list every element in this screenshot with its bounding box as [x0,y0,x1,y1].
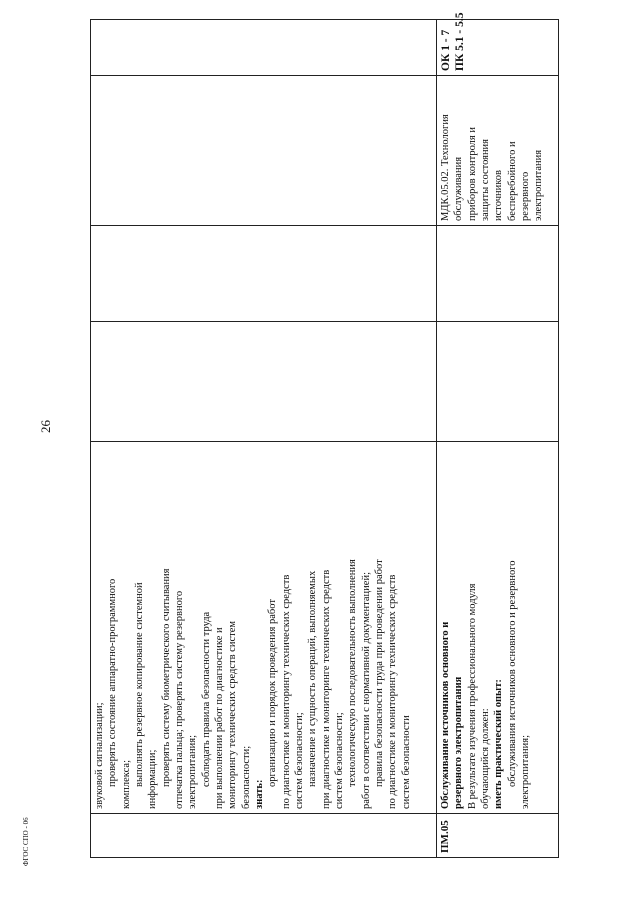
text-line: обслуживания источников основного и резервного [506,560,518,787]
text-line: резервного электропитания [453,676,465,809]
text-line: информации; [147,749,159,809]
text-line: звуковой сигнализации; [94,702,105,809]
text-line: мониторингу технических средств систем [227,620,239,809]
mdk-cell [91,76,437,226]
text-line: организацию и порядок проведения работ [267,599,279,787]
text-line: при диагностике и мониторинге технических средств [320,569,332,809]
text-line: электропитания; [187,735,199,809]
text-line: иметь практический опыт: [493,679,505,809]
text-line: выполнять резервное копирование системной [133,582,145,787]
footer-label: ФГОС СПО - 06 [22,817,30,866]
text-line: защиты состояния [479,138,491,221]
text-line: систем безопасности [400,715,412,809]
code-cell [91,814,437,858]
text-line: электропитания; [519,735,531,809]
text-line: безопасности; [240,745,252,809]
text-line: источников [493,169,505,221]
practice-hours-cell [91,226,437,322]
competence-cell [437,12,559,76]
standard-table [90,12,559,858]
text-line: по диагностике и мониторингу технических средств [280,574,292,809]
table-row [437,20,559,858]
content-cell [91,442,437,814]
text-line: резервного [519,171,531,221]
rotated-table-wrapper [90,12,558,858]
text-line: по диагностике и мониторингу технических средств [387,574,399,809]
text-line: бесперебойного и [506,141,518,221]
practice-hours-cell [437,226,559,322]
text-line: назначение и сущность операций, выполняемых [307,570,319,787]
text-line: проверять состояние аппаратно-программного [107,578,119,787]
text-line: проверять систему биометрического считывания [160,568,172,787]
text-line: В результате изучения профессионального модуля [466,583,478,809]
code-cell [437,814,559,858]
text-line: технологическую последовательность выполнения [347,559,359,787]
text-line: правила безопасности труда при проведении работ [373,559,385,787]
mdk-cell [437,76,559,226]
content-cell [437,442,559,814]
text-line: знать: [253,779,265,809]
text-line: систем безопасности; [293,712,305,809]
text-line: систем безопасности; [333,712,345,809]
module-code: ПМ.05 [439,820,451,853]
text-line: отпечатка пальца; проверять систему резервного [173,590,185,809]
text-line: ПК 5.1 - 5.5 [454,12,467,71]
table-row [91,20,437,858]
hours-cell [91,322,437,442]
text-line: приборов контроля и [466,127,478,221]
hours-cell [437,322,559,442]
text-line: при выполнении работ по диагностике и [213,627,225,809]
text-line: комплекса; [120,760,132,809]
text-line: ОК 1 - 7 [440,29,452,71]
text-line: обслуживания [453,156,465,221]
page-number: 26 [38,420,53,433]
text-line: электропитания [533,149,545,221]
text-line: соблюдать правила безопасности труда [200,611,212,787]
competence-cell [91,20,437,76]
text-line: МДК.05.02. Технология [440,114,451,221]
text-line: работ в соответствии с нормативной документацией; [360,572,372,809]
text-line: Обслуживание источников основного и [440,621,451,809]
text-line: обучающийся должен: [479,708,491,809]
